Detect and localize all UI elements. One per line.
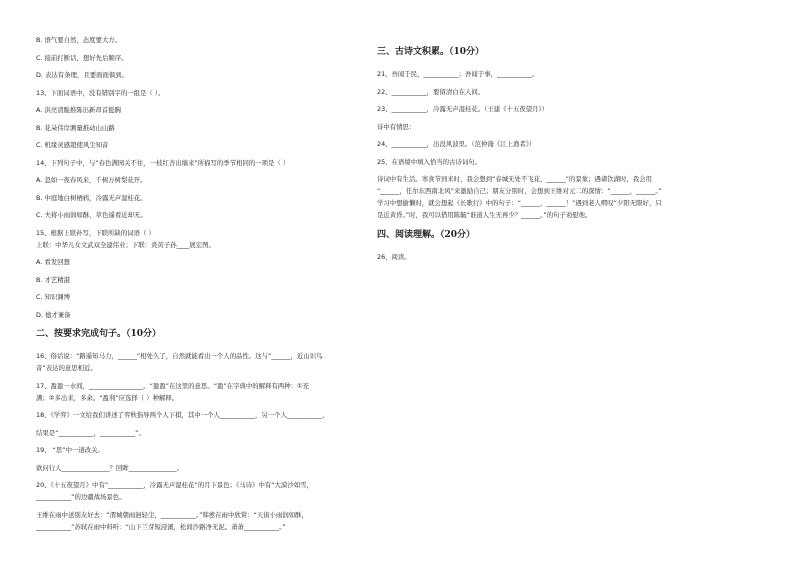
left-top-questions bbox=[36, 36, 356, 319]
question-line: 学习中想偷懒时，就会想起《长歌行》中的句子：“______，______！”遇到老人喟叹“夕阳无限好，只 bbox=[377, 199, 662, 207]
question-line: 20、《十五夜望月》中有“___________，冷露无声湿桂花”的月下景色；《马诗》中有“大漠沙如雪， bbox=[36, 481, 313, 489]
question-line: 26、阅读。 bbox=[377, 253, 411, 261]
question-line: B. 中庭地白树栖鸦，冷露无声湿桂花。 bbox=[36, 193, 147, 202]
question-line: 音”表达的意思相近。 bbox=[36, 364, 97, 372]
question-line: 15、根据上联补写，下联所缺的词语（ ） bbox=[36, 228, 155, 237]
question-line: 是近黄昏。”时，我可以借用陈毓“谁道人生无再少？______。”的句子劝慰他。 bbox=[377, 211, 592, 219]
question-line: C. 夫将小雨润如酥，草色遥看近却无。 bbox=[36, 211, 147, 219]
question-line: “______，任尔东西南北风”来激励自己；朋友分别时，会想到王维对元二的深情：“______，______。” bbox=[377, 187, 662, 195]
question-line: 诗词中有生活。寒食节到来时，我会想到“春城无处不飞花，______”的景象；遇诸饮湖时，我会用 bbox=[377, 175, 653, 183]
question-line: 王维在雨中送别友好去：“渭城朝雨浥轻尘，___________。”韩愈在雨中欣赏：“天街小雨润如酥， bbox=[36, 510, 308, 519]
question-line: ___________”的边疆战场景色。 bbox=[36, 493, 126, 501]
left-bottom-questions bbox=[36, 352, 356, 531]
question-line: 25、在语境中填入恰当的古诗词句。 bbox=[377, 157, 481, 166]
question-line: B. 才艺精湛 bbox=[36, 275, 71, 284]
question-line: C. 接前打断话，想好先后顺序。 bbox=[36, 53, 128, 62]
question-line: 满；②多出来，多余。“盈利”应选择（ ）种解释。 bbox=[36, 393, 179, 402]
question-line: 18、《学弈》一文给我们讲述了弈秋指导两个人下棋，其中一个人___________，另一个人___________， bbox=[36, 411, 329, 419]
question-line: B. 花朵伟岸测量推动山山路 bbox=[36, 123, 115, 132]
question-line: 14、下列句子中，与“春色满园关不住，一枝红杏出墙来”所描写的季节相同的一项是（ ） bbox=[36, 158, 290, 167]
right-column bbox=[377, 36, 707, 271]
question-line: 19、 “思”中一道改关。 bbox=[36, 446, 104, 454]
question-line: B. 语气要自然，态度要大方。 bbox=[36, 36, 122, 44]
question-line: 诗中有情思： bbox=[377, 122, 416, 131]
question-line: A. 忽如一夜春风来，千树万树梨花开。 bbox=[36, 176, 147, 184]
section-3-heading: 三、古诗文积累。（10分） bbox=[377, 47, 485, 57]
question-line: 13、下面词语中，没有错别字的一组是（ ）。 bbox=[36, 88, 165, 97]
question-line: A. 看发回想 bbox=[36, 258, 70, 266]
question-line: ___________”苏轼在雨中料听：“山下兰芽短浸溪，松间沙路净无泥。萧萧___________。” bbox=[36, 522, 286, 531]
question-line: 结果是“___________，___________”。 bbox=[36, 428, 145, 437]
question-line: 23、___________，冷露无声湿桂花。（王建《十五夜望月》） bbox=[377, 105, 549, 113]
question-line: D. 表达有条理，且要面面俱到。 bbox=[36, 71, 129, 79]
question-line: A. 洪亮清脆推陈出新昂首挺胸 bbox=[36, 106, 122, 114]
question-line: 欲问行人_______________？回眸_______________。 bbox=[36, 463, 183, 472]
question-line: 21、吾闻于民，___________；吾闻于事，___________。 bbox=[377, 70, 539, 78]
section-2-heading: 二、按要求完成句子。（10分） bbox=[36, 329, 162, 339]
section-4-heading: 四、阅读理解。（20分） bbox=[377, 230, 476, 240]
right-reading-questions bbox=[377, 253, 707, 261]
question-line: 22、___________，要留清白在人间。 bbox=[377, 87, 485, 96]
question-line: C. 知识渊博 bbox=[36, 293, 71, 301]
right-poetry-questions bbox=[377, 70, 707, 219]
question-line: C. 机缘灵感超使风尘知音 bbox=[36, 141, 109, 149]
question-line: D. 德才兼备 bbox=[36, 310, 71, 319]
left-column bbox=[36, 36, 356, 540]
question-line: 上联：中华儿女文武双全建伟业；下联：炎黄子孙____展宏图。 bbox=[36, 240, 215, 249]
question-line: 16、俗话说：“路遥知马力，______”相处久了，自然就能看出一个人的品性。这与“______，近山识鸟 bbox=[36, 352, 323, 360]
question-line: 17、盈盈一水间，_________________。“盈盈”在这里的意思。“盈”在字典中的解释有两种：①充 bbox=[36, 381, 310, 390]
question-line: 24、___________，出没风波里。（范仲淹《江上渔者》） bbox=[377, 140, 536, 148]
